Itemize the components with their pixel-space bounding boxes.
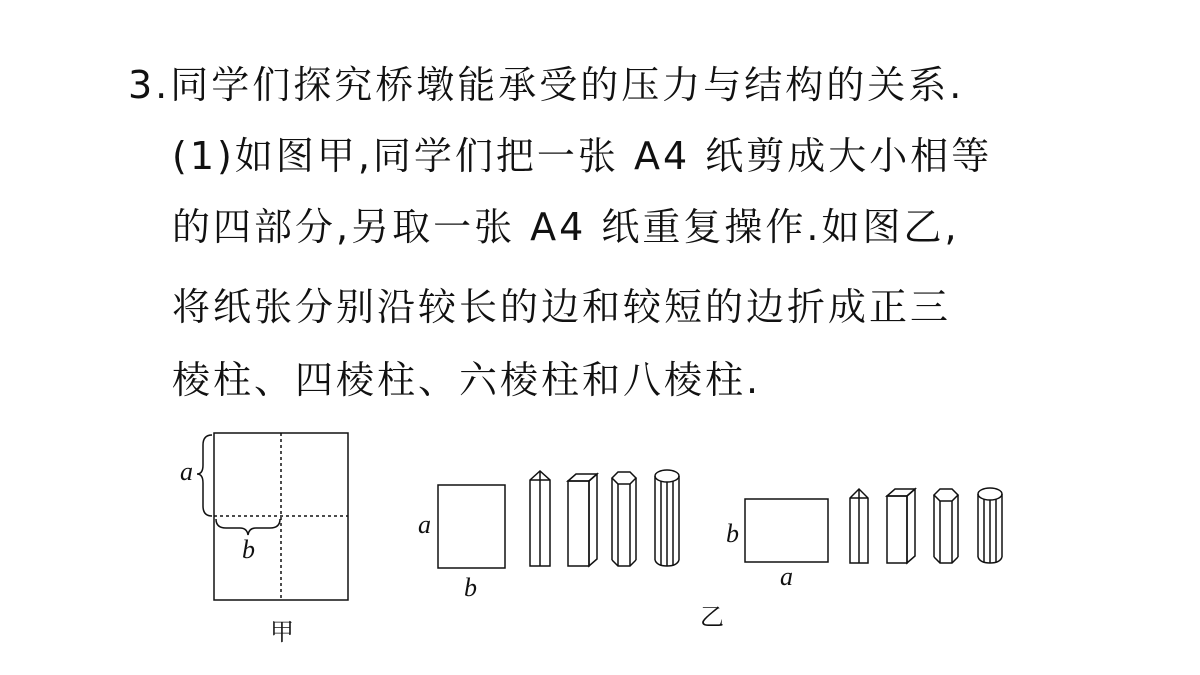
- label-a-yi-left: a: [418, 510, 431, 539]
- octagonal-prism: [655, 470, 679, 566]
- problem-line-1: 3.同学们探究桥墩能承受的压力与结构的关系.: [128, 63, 965, 107]
- caption-yi: 乙: [700, 603, 724, 631]
- square-prism-short: [887, 489, 915, 563]
- square-prism: [568, 474, 597, 566]
- label-a-jia: a: [180, 457, 193, 486]
- triangular-prism: [530, 471, 550, 566]
- portrait-sheet: [438, 485, 505, 568]
- hexagonal-prism-short: [934, 489, 958, 563]
- caption-jia: 甲: [270, 618, 294, 646]
- problem-line-4: 将纸张分别沿较长的边和较短的边折成正三: [172, 285, 952, 329]
- brace-a: [197, 435, 212, 516]
- figure-yi-left: [438, 470, 679, 568]
- figure-yi-right: [745, 488, 1002, 563]
- problem-line-2: (1)如图甲,同学们把一张 A4 纸剪成大小相等: [172, 134, 993, 178]
- label-b-yi-right: b: [726, 519, 739, 548]
- problem-line-5: 棱柱、四棱柱、六棱柱和八棱柱.: [172, 358, 762, 402]
- label-b-jia: b: [242, 535, 255, 564]
- hexagonal-prism: [612, 472, 636, 566]
- brace-b: [216, 519, 280, 535]
- triangular-prism-short: [850, 489, 868, 563]
- label-b-yi-left: b: [464, 573, 477, 602]
- label-a-yi-right: a: [780, 562, 793, 591]
- landscape-sheet: [745, 499, 828, 562]
- octagonal-prism-short: [978, 488, 1002, 563]
- problem-line-3: 的四部分,另取一张 A4 纸重复操作.如图乙,: [172, 205, 960, 249]
- figure-jia: [197, 433, 348, 600]
